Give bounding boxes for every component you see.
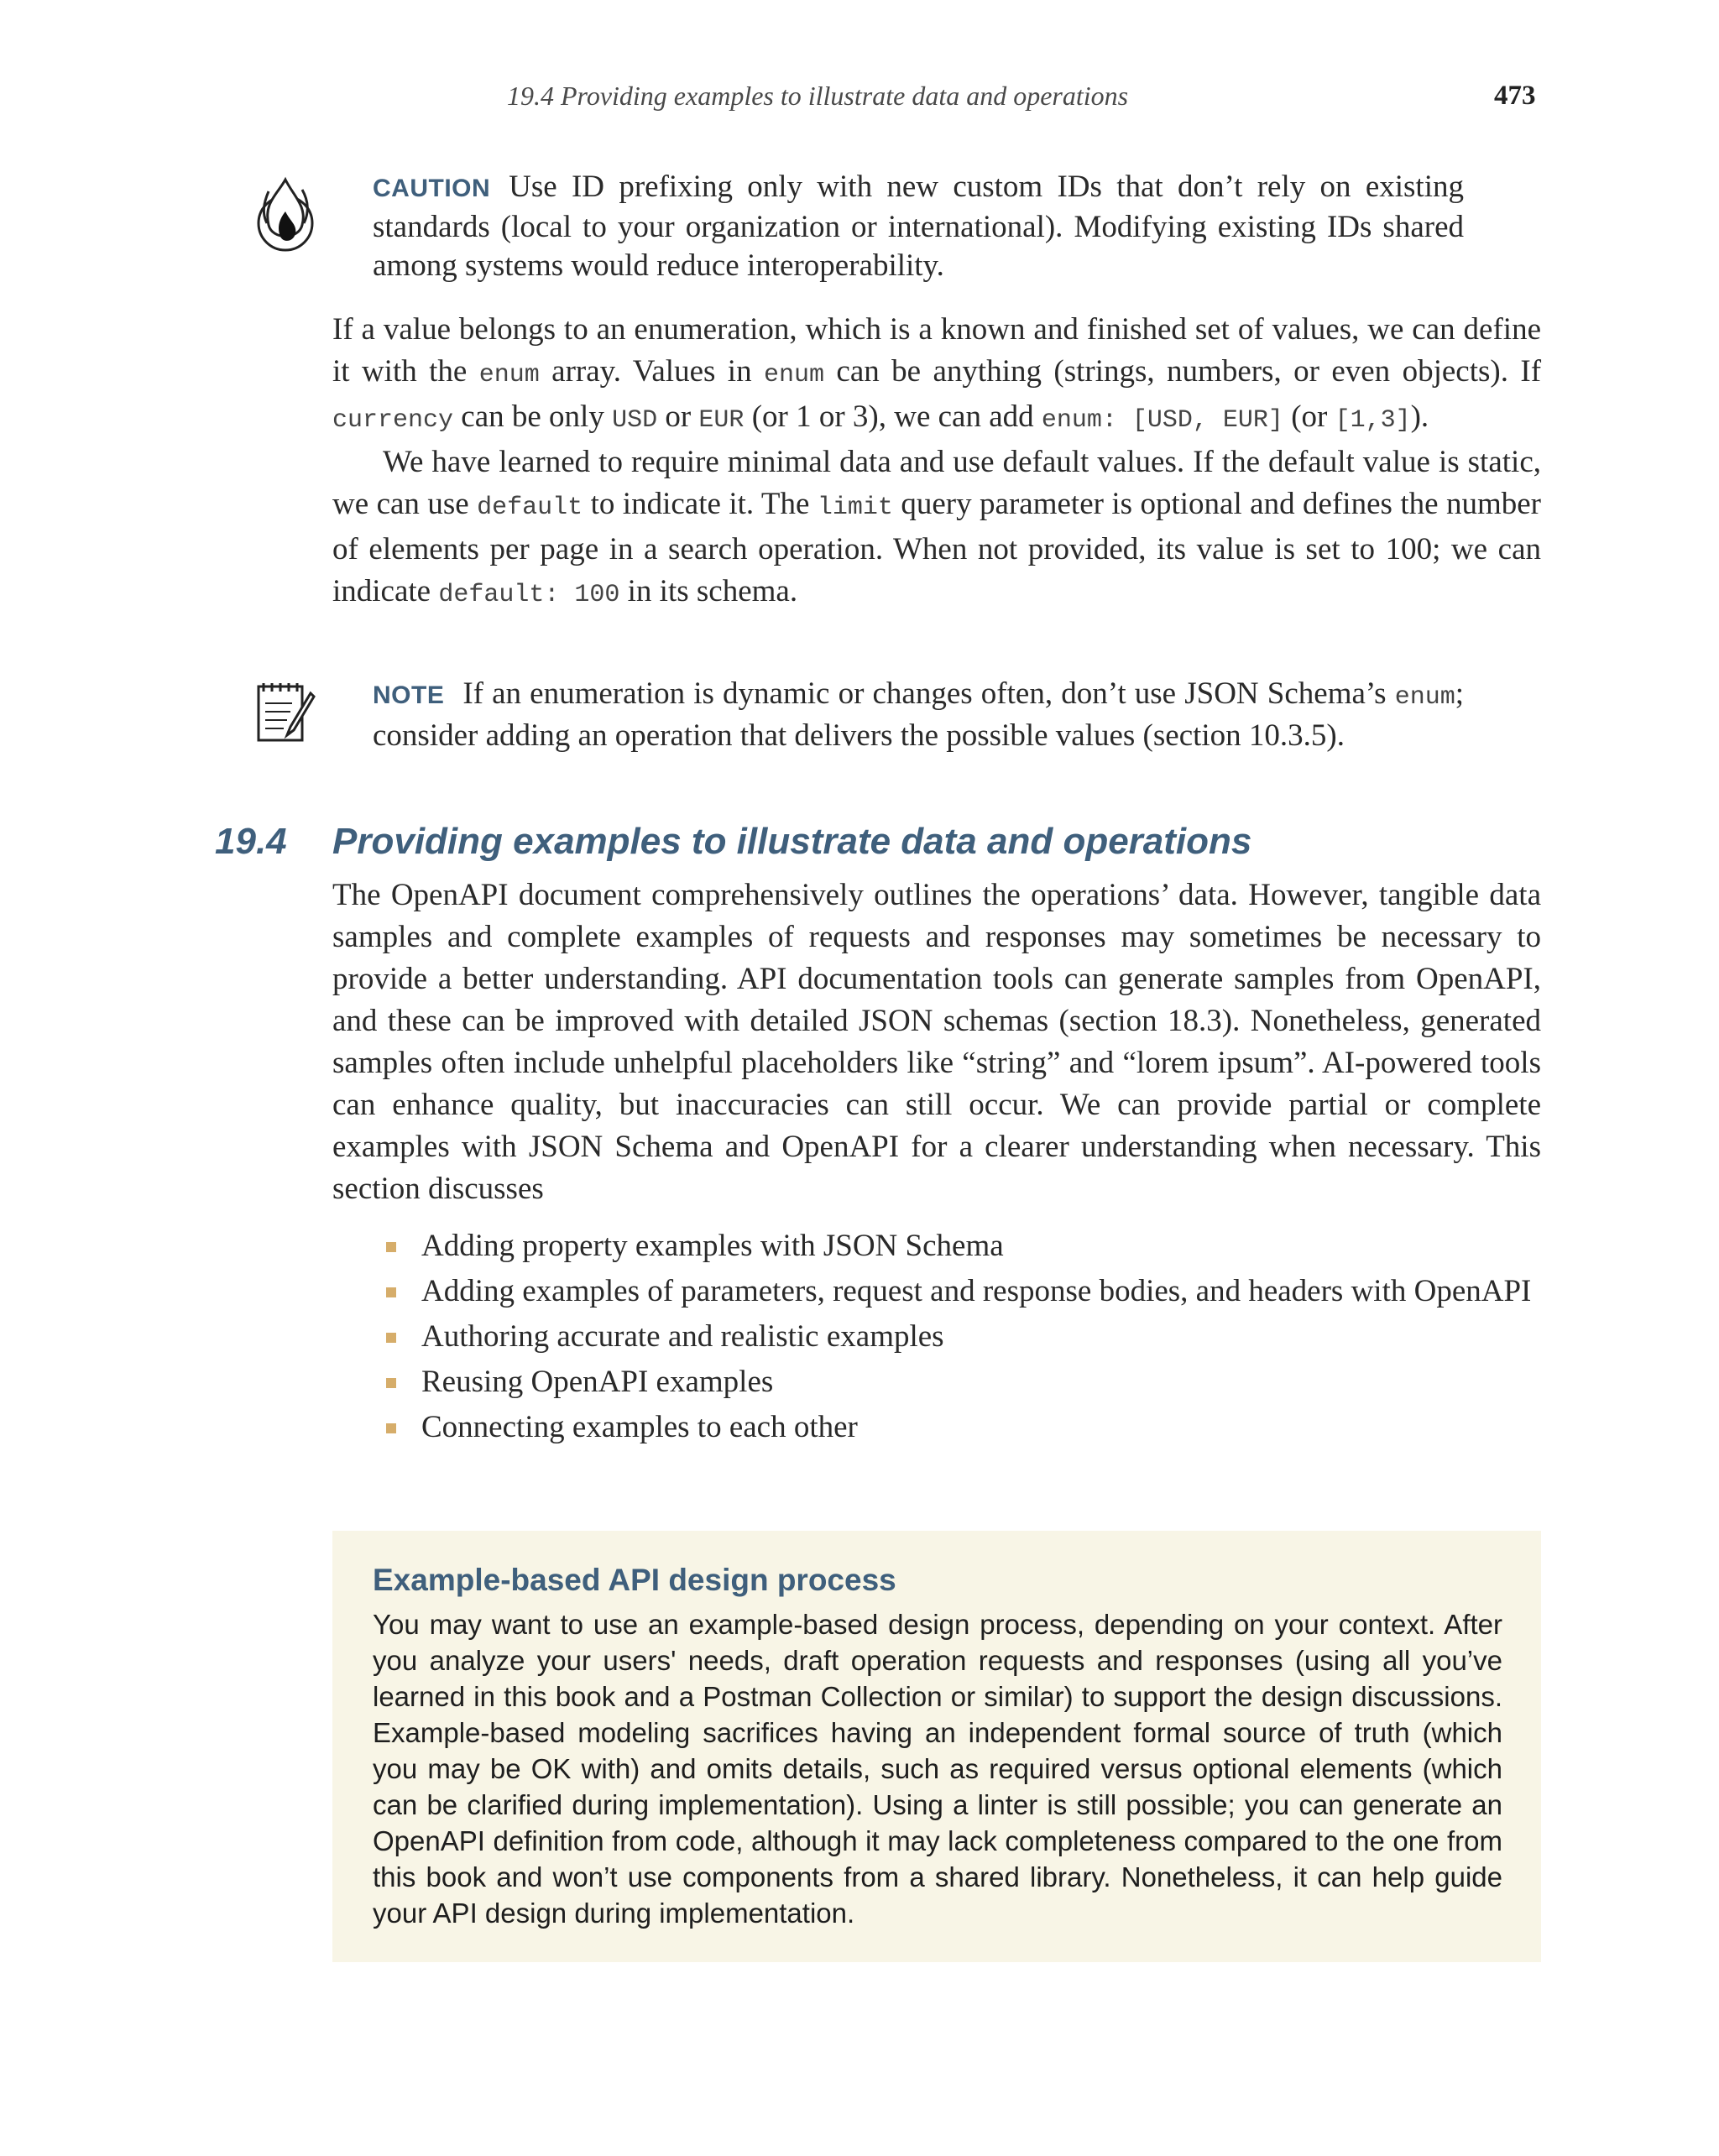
text-run: or: [657, 399, 699, 434]
note-label: NOTE: [373, 681, 445, 709]
text-run: can be only: [453, 399, 613, 434]
text-run: query parameter is optional and defines the number of elements per page in a search operation. When not provided, its value is set to 100; we can indicate: [332, 487, 1541, 608]
intro-paragraph: The OpenAPI document comprehensively outlines the operations’ data. However, tangible data samples and complete examples of requests and responses may sometimes be necessary to provide a better understanding. API documentation tools can generate samples from OpenAPI, and these can be improved with detailed JSON schemas (section 18.3). Nonetheless, generated samples often include unhelpful placeholders like “string” and “lorem ipsum”. AI-powered tools can enhance quality, but inaccuracies can still occur. We can provide partial or complete examples with JSON Schema and OpenAPI for a clearer understanding when necessary. This section discusses: [332, 878, 1541, 1206]
bullet-icon: [386, 1242, 396, 1252]
section-heading: [215, 821, 1558, 863]
running-header: [0, 81, 1719, 121]
sidebar-body: You may want to use an example-based design process, depending on your context. After you analyze your users' needs, draft operation requests and responses (using all you’ve learned in this book and a Postman Collection or similar) to support the design discussions. Example-based modeling sacrifices having an independent formal source of truth (which you may be OK with) and omits details, such as required versus optional elements (which can be clarified during implementation). Using a linter is still possible; you can generate an OpenAPI definition from code, although it may lack completeness compared to the one from this book and won’t use components from a shared library. Nonetheless, it can help guide your API design during implementation.: [373, 1609, 1502, 1929]
sidebar-box: [332, 1531, 1541, 1962]
text-run: If an enumeration is dynamic or changes often, don’t use JSON Schema’s: [462, 676, 1395, 711]
code-enum: enum: [478, 361, 540, 389]
list-item-text: Adding examples of parameters, request and response bodies, and headers with OpenAPI: [421, 1274, 1532, 1308]
code-usd: USD: [612, 406, 658, 435]
code-enum-example: enum: [USD, EUR]: [1041, 406, 1283, 435]
list-item-text: Adding property examples with JSON Schema: [421, 1229, 1004, 1263]
section-title: Providing examples to illustrate data and operations: [332, 821, 1252, 862]
section-number: 19.4: [215, 821, 287, 862]
topic-list: [383, 1225, 1541, 1452]
text-run: (or: [1283, 399, 1335, 434]
list-item: [383, 1225, 1541, 1267]
text-run: If a value belongs to an enumeration, which is a known and finished set of values, we can define it with the: [332, 312, 1541, 389]
running-title: 19.4 Providing examples to illustrate data and operations: [507, 81, 1129, 111]
text-run: We have learned to require minimal data and use default values. If the default value is static, we can use: [332, 445, 1541, 521]
code-enum: enum: [1394, 683, 1455, 712]
list-item: [383, 1407, 1541, 1449]
page-number: 473: [1494, 81, 1536, 111]
code-currency: currency: [332, 406, 454, 435]
text-run: to indicate it. The: [583, 487, 818, 521]
text-run: in its schema.: [619, 574, 798, 608]
bullet-icon: [386, 1423, 396, 1433]
bullet-icon: [386, 1333, 396, 1343]
text-run: ).: [1410, 399, 1429, 434]
code-default-100: default: 100: [438, 581, 620, 609]
fire-icon: [252, 175, 319, 259]
code-eur: EUR: [698, 406, 745, 435]
code-default: default: [477, 493, 583, 522]
code-enum: enum: [764, 361, 825, 389]
section-intro: [332, 874, 1541, 1210]
paragraph-default: [332, 441, 1541, 616]
bullet-icon: [386, 1287, 396, 1297]
text-run: array. Values in: [539, 354, 764, 389]
caution-label: CAUTION: [373, 175, 491, 202]
text-run: can be anything (strings, numbers, or even objects). If: [824, 354, 1542, 389]
notepad-icon: [253, 678, 321, 749]
list-item-text: Reusing OpenAPI examples: [421, 1365, 774, 1399]
text-run: (or 1 or 3), we can add: [744, 399, 1042, 434]
code-numeric-enum: [1,3]: [1335, 406, 1411, 435]
caution-callout: [373, 168, 1464, 285]
note-callout: [373, 675, 1464, 755]
list-item: [383, 1316, 1541, 1358]
list-item: [383, 1271, 1541, 1313]
paragraph-enum: [332, 309, 1541, 441]
text-run: ; consider adding an operation that delivers the possible values (section 10.3.5).: [373, 676, 1464, 753]
body-paragraphs: [332, 309, 1541, 616]
list-item-text: Connecting examples to each other: [421, 1410, 858, 1444]
sidebar-title: Example-based API design process: [373, 1563, 896, 1597]
list-item: [383, 1361, 1541, 1403]
code-limit: limit: [817, 493, 893, 522]
bullet-icon: [386, 1378, 396, 1388]
caution-text: Use ID prefixing only with new custom IDs that don’t rely on existing standards (local to your organization or international). Modifying existing IDs shared among systems would reduce interoperability.: [373, 170, 1464, 283]
list-item-text: Authoring accurate and realistic examples: [421, 1319, 944, 1354]
